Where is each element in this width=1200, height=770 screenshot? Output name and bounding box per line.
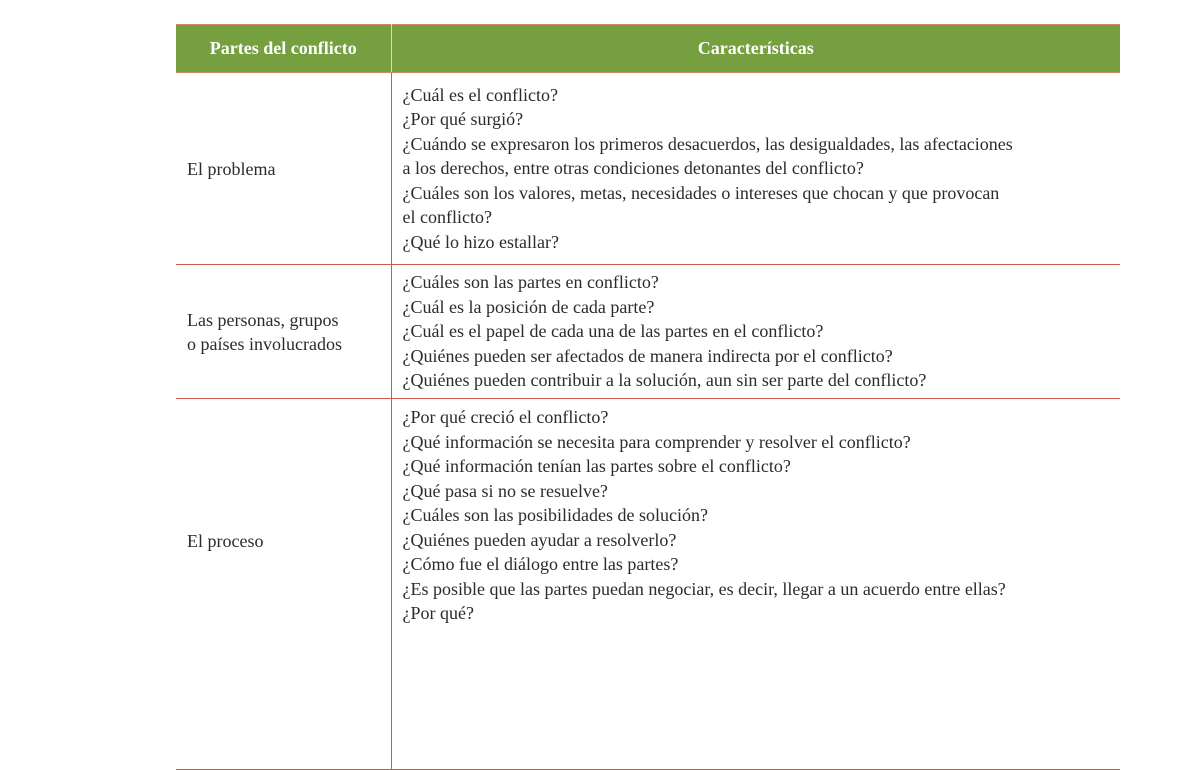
question-item: el conflicto? <box>402 207 492 228</box>
question-item: ¿Por qué? <box>402 603 474 623</box>
conflict-parts-table <box>176 24 1120 770</box>
question-item: ¿Cuáles son los valores, metas, necesidades o intereses que chocan y que provocan <box>402 182 1000 203</box>
characteristics-cell-process <box>391 399 1120 770</box>
question-list-problem <box>403 83 1113 255</box>
part-cell-people <box>176 265 391 399</box>
question-item: ¿Cuándo se expresaron los primeros desacuerdos, las desigualdades, las afectaciones <box>402 133 1013 154</box>
header-partes-del-conflicto: Partes del conflicto <box>176 25 391 73</box>
table-row-people <box>176 265 1120 399</box>
part-cell-process <box>176 399 391 770</box>
question-item: ¿Quiénes pueden ayudar a resolverlo? <box>402 529 677 550</box>
question-item: ¿Qué pasa si no se resuelve? <box>402 480 608 501</box>
question-item: ¿Es posible que las partes puedan negociar, es decir, llegar a un acuerdo entre ellas? <box>402 578 1006 599</box>
part-label-people-line1: Las personas, grupos <box>187 309 339 330</box>
question-item: ¿Quiénes pueden contribuir a la solución, aun sin ser parte del conflicto? <box>402 370 927 391</box>
question-item: ¿Cómo fue el diálogo entre las partes? <box>402 554 679 574</box>
table-row-problem <box>176 73 1120 265</box>
question-item: a los derechos, entre otras condiciones detonantes del conflicto? <box>402 158 864 179</box>
part-label-people-line2: o países involucrados <box>187 333 342 354</box>
table-header-row <box>176 25 1120 73</box>
question-item: ¿Cuál es la posición de cada parte? <box>402 296 655 317</box>
part-label-process: El proceso <box>187 531 264 551</box>
question-list-process <box>403 405 1113 626</box>
question-item: ¿Qué lo hizo estallar? <box>402 231 559 252</box>
question-item: ¿Qué información tenían las partes sobre el conflicto? <box>402 456 791 476</box>
question-item: ¿Cuáles son las posibilidades de solución? <box>402 505 708 525</box>
question-item: ¿Qué información se necesita para comprender y resolver el conflicto? <box>402 431 911 452</box>
part-label-problem: El problema <box>187 158 276 179</box>
question-item: ¿Cuáles son las partes en conflicto? <box>402 272 659 293</box>
question-item: ¿Cuál es el conflicto? <box>402 84 558 105</box>
question-item: ¿Quiénes pueden ser afectados de manera indirecta por el conflicto? <box>402 345 893 366</box>
characteristics-cell-problem <box>391 73 1120 265</box>
question-list-people <box>403 270 1113 393</box>
characteristics-cell-people <box>391 265 1120 399</box>
question-item: ¿Cuál es el papel de cada una de las partes en el conflicto? <box>402 321 824 342</box>
question-item: ¿Por qué surgió? <box>402 109 524 130</box>
question-item: ¿Por qué creció el conflicto? <box>402 407 609 427</box>
table-row-process <box>176 399 1120 770</box>
part-cell-problem <box>176 73 391 265</box>
header-caracteristicas: Características <box>391 25 1120 73</box>
